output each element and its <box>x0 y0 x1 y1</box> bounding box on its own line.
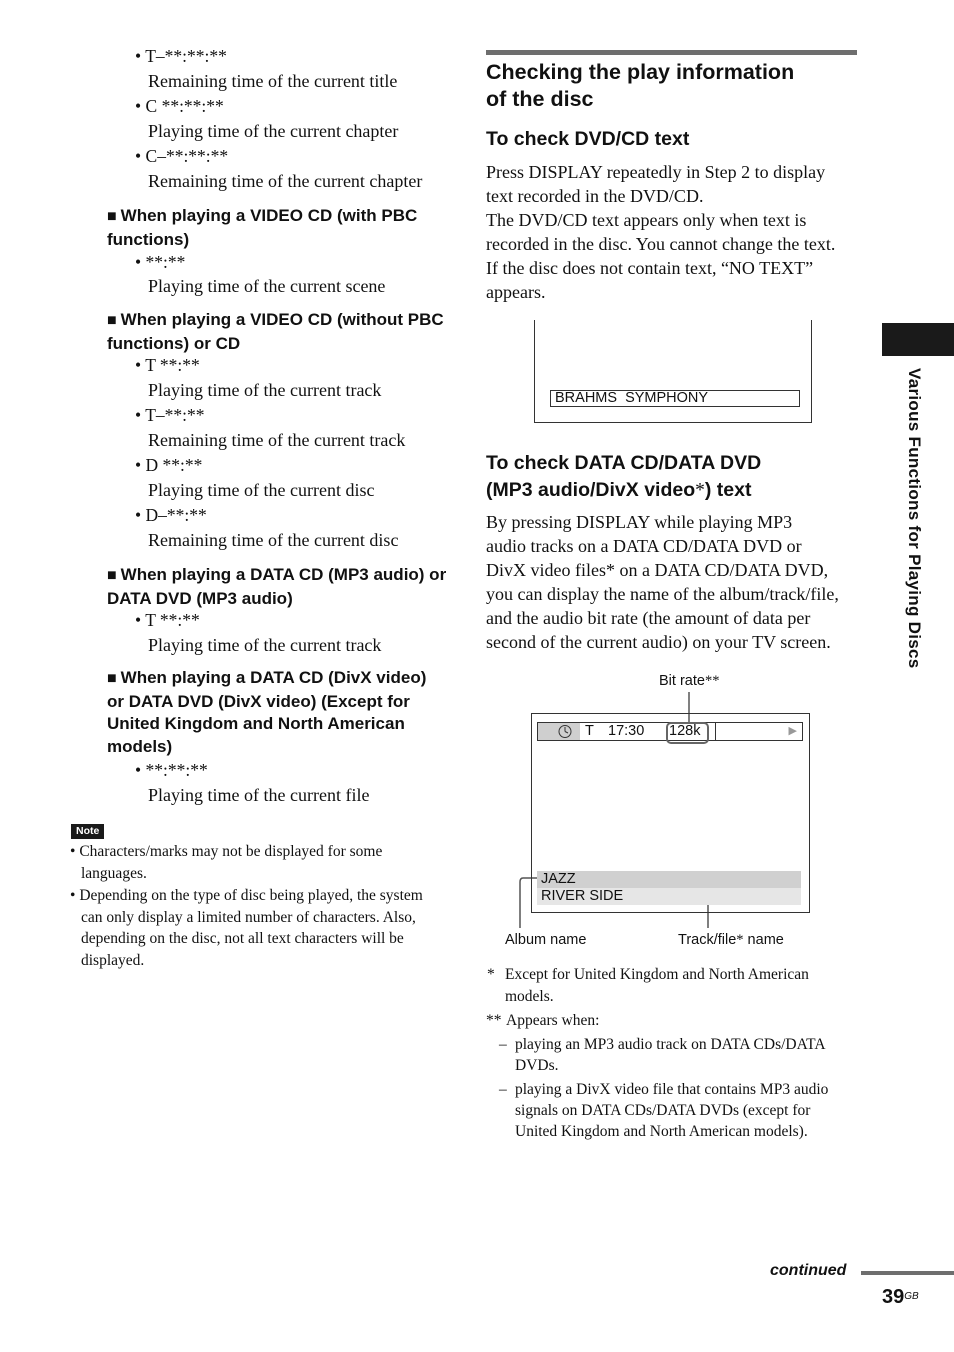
list-item: • D–**:** <box>135 505 207 525</box>
footnote-text: signals on DATA CDs/DATA DVDs (except for <box>515 1102 811 1119</box>
continued-label: continued <box>770 1262 847 1279</box>
paragraph-dvd-cd-text: Press DISPLAY repeatedly in Step 2 to display text recorded in the DVD/CD. The DVD/CD text appears only when text is recorded in the disc. You cannot change the text. If the disc does not contain text, “NO TEXT” appears. <box>486 162 836 302</box>
section-rule <box>486 50 857 55</box>
section-heading-divx: ■ When playing a DATA CD (DivX video) or DATA DVD (DivX video) (Except for United Kingdom and North American models) <box>107 668 427 756</box>
footnote-text: playing a DivX video file that contains MP3 audio <box>515 1081 829 1098</box>
note-item: • Depending on the type of disc being played, the system can only display a limited number of characters. Also, depending on the disc, not all text characters will be displayed. <box>70 887 423 969</box>
footnote-mark: * <box>487 966 495 983</box>
track-file-name-label: Track/file* name <box>678 932 784 948</box>
list-item: • **:**:** <box>135 760 208 780</box>
album-name-label: Album name <box>505 932 587 948</box>
square-bullet-icon: ■ <box>107 670 117 687</box>
paragraph-data-cd-text: By pressing DISPLAY while playing MP3 audio tracks on a DATA CD/DATA DVD or DivX video files* on a DATA CD/DATA DVD, you can display the name of the album/track/file, and the audio bit rate (the amount of data per second of the current audio) on your TV screen. <box>486 512 839 652</box>
track-name-text: RIVER SIDE <box>537 888 801 905</box>
list-item-desc: Remaining time of the current disc <box>148 530 399 550</box>
list-item-desc: Remaining time of the current chapter <box>148 171 423 191</box>
list-item: • C **:**:** <box>135 96 224 116</box>
dvd-text-display: BRAHMS SYMPHONY <box>550 390 800 407</box>
footnote-text: playing an MP3 audio track on DATA CDs/DATA <box>515 1036 826 1053</box>
section-heading-vcd-nopbc: ■ When playing a VIDEO CD (without PBC functions) or CD <box>107 310 444 353</box>
list-item: • T–**:** <box>135 405 205 425</box>
status-divider <box>715 723 716 740</box>
note-label: Note <box>71 824 104 839</box>
list-item-desc: Playing time of the current disc <box>148 480 375 500</box>
tv-screen-mp3 <box>531 713 810 913</box>
osd-name-bar <box>537 871 801 905</box>
disc-time-icon <box>538 723 580 740</box>
footnote-text: models. <box>505 988 554 1005</box>
elapsed-time: 17:30 <box>608 723 645 739</box>
album-name-text: JAZZ <box>541 871 576 887</box>
list-item-desc: Playing time of the current chapter <box>148 121 399 141</box>
subheading-dvd-cd-text: To check DVD/CD text <box>486 128 690 150</box>
section-heading-mp3: ■ When playing a DATA CD (MP3 audio) or DATA DVD (MP3 audio) <box>107 565 447 608</box>
footnote-text: Except for United Kingdom and North American <box>505 966 809 983</box>
list-item: • T **:** <box>135 610 200 630</box>
side-tab-marker <box>882 323 954 356</box>
dash-mark: – <box>499 1081 507 1098</box>
page-number: $39^{GB}$ <box>882 1286 919 1308</box>
side-tab-label: Various Functions for Playing Discs <box>905 368 924 669</box>
osd-status-bar <box>537 722 803 741</box>
list-item-desc: Playing time of the current file <box>148 785 370 805</box>
note-item: • Characters/marks may not be displayed for some languages. <box>70 843 383 882</box>
footer-rule <box>861 1271 954 1275</box>
footnote-text: Appears when: <box>506 1012 600 1029</box>
bit-rate-value: 128k <box>669 723 701 739</box>
bit-rate-highlight <box>666 722 709 744</box>
list-item: • **:** <box>135 252 186 272</box>
footnote-mark: ** <box>486 1012 502 1029</box>
subheading-data-cd-text: To check DATA CD/DATA DVD (MP3 audio/DivX video*) text <box>486 452 762 501</box>
list-item: • T **:** <box>135 355 200 375</box>
list-item: • D **:** <box>135 455 203 475</box>
list-item-desc: Remaining time of the current title <box>148 71 398 91</box>
play-icon: ▶ <box>788 725 797 737</box>
list-item-desc: Remaining time of the current track <box>148 430 406 450</box>
track-letter: T <box>585 723 594 739</box>
list-item-desc: Playing time of the current track <box>148 380 382 400</box>
bit-rate-label: Bit rate** <box>659 673 720 689</box>
square-bullet-icon: ■ <box>107 567 117 584</box>
square-bullet-icon: ■ <box>107 208 117 225</box>
footnote-text: DVDs. <box>515 1057 559 1074</box>
list-item-desc: Playing time of the current track <box>148 635 382 655</box>
page-title: Checking the play information of the disc <box>486 60 795 111</box>
list-item: • C–**:**:** <box>135 146 229 166</box>
tv-screen-dvd-text <box>534 320 812 423</box>
dash-mark: – <box>499 1036 507 1053</box>
section-heading-vcd-pbc: ■ When playing a VIDEO CD (with PBC functions) <box>107 206 418 249</box>
list-item-desc: Playing time of the current scene <box>148 276 386 296</box>
square-bullet-icon: ■ <box>107 312 117 329</box>
list-item: • T–**:**:** <box>135 46 227 66</box>
footnote-text: United Kingdom and North American models). <box>515 1123 808 1140</box>
